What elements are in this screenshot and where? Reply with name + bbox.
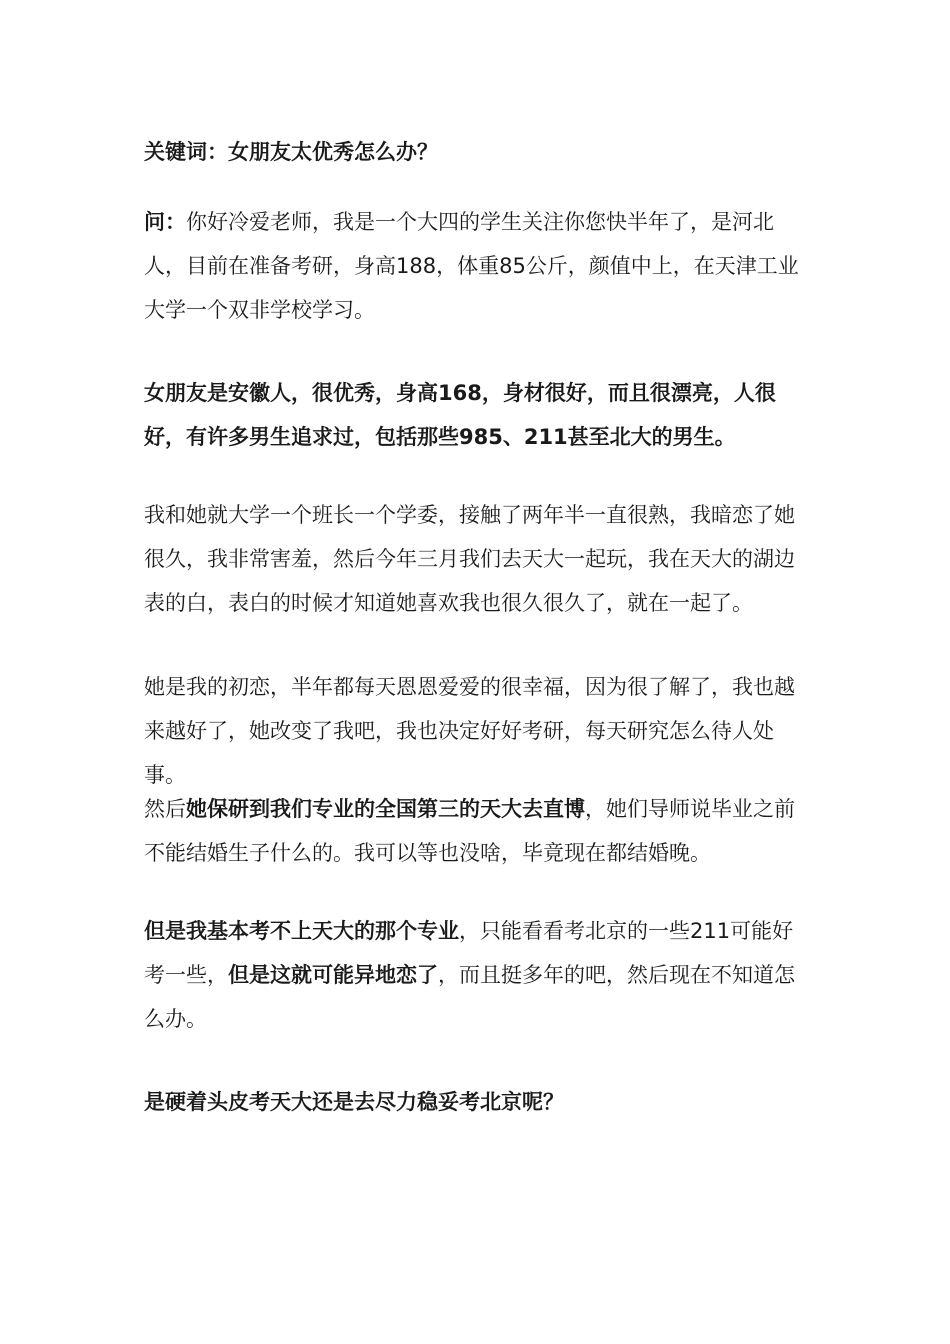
- paragraph-first-love-text: 她是我的初恋，半年都每天恩恩爱爱的很幸福，因为很了解了，我也越来越好了，她改变了我吧，我也决定好好考研，每天研究怎么待人处事。: [144, 675, 795, 787]
- paragraph-dilemma-text-a: 但是我基本考不上天大的那个专业: [144, 919, 459, 943]
- paragraph-girlfriend: [144, 371, 809, 459]
- paragraph-final-question: [144, 1080, 809, 1124]
- paragraph-confession: [144, 493, 809, 625]
- paragraph-dilemma-text-d: ，而且挺多年的吧，然后现在不知道怎么办。: [144, 963, 795, 1031]
- keywords-text: 关键词：女朋友太优秀怎么办？: [144, 140, 438, 164]
- question-text: 你好冷爱老师，我是一个大四的学生关注你您快半年了，是河北人，目前在准备考研，身高188，体重85公斤，颜值中上，在天津工业大学一个双非学校学习。: [144, 210, 799, 322]
- question-paragraph: [144, 200, 809, 332]
- paragraph-final-question-text: 是硬着头皮考天大还是去尽力稳妥考北京呢？: [144, 1090, 564, 1114]
- paragraph-girlfriend-text: 女朋友是安徽人，很优秀，身高168，身材很好，而且很漂亮，人很好，有许多男生追求过，包括那些985、211甚至北大的男生。: [144, 381, 776, 449]
- paragraph-dilemma-text-b: ，只能看看考北京的一些211可能好考一些，: [144, 919, 794, 987]
- keywords-line: [144, 130, 809, 174]
- paragraph-phd: [144, 787, 809, 875]
- paragraph-dilemma-text-c: 但是这就可能异地恋了: [228, 963, 438, 987]
- paragraph-phd-text-b: 她保研到我们专业的全国第三的天大去直博: [186, 797, 585, 821]
- paragraph-phd-text-a: 然后: [144, 797, 186, 821]
- paragraph-dilemma: [144, 909, 809, 1041]
- paragraph-confession-text: 我和她就大学一个班长一个学委，接触了两年半一直很熟，我暗恋了她很久，我非常害羞，然后今年三月我们去天大一起玩，我在天大的湖边表的白，表白的时候才知道她喜欢我也很久很久了，就在一起了。: [144, 503, 795, 615]
- paragraph-first-love: [144, 665, 809, 797]
- paragraph-phd-text-c: ，她们导师说毕业之前不能结婚生子什么的。我可以等也没啥，毕竟现在都结婚晚。: [144, 797, 795, 865]
- question-label: 问：: [144, 210, 186, 234]
